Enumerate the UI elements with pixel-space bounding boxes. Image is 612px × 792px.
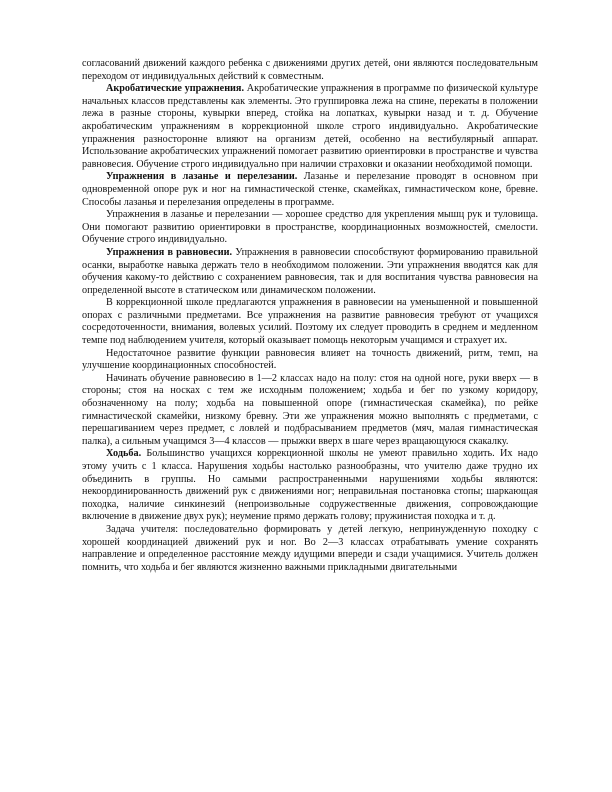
paragraph-balance-school: В коррекционной школе предлагаются упражнения в равновесии на уменьшенной и повышенной опорах с различными предметами. Все упражнения на развитие равновесия требуют от учащихся сосредоточенности, внимания, волевых усилий. Поэтому их следует проводить в среднем и медленном темпе под наблюдением учителя, который оказывает помощь некоторым учащимся и страхует их. xyxy=(82,297,538,347)
paragraph-acrobatics: Акробатические упражнения. Акробатические упражнения в программе по физической культуре начальных классов представлены как элементы. Это группировка лежа на спине, перекаты в положении лежа в разные стороны, кувырки вперед, стойка на лопатках, кувырки назад и т. д. Обучение акробатическим упражнениям в коррекционной школе строго индивидуально. Акробатические упражнения разносторонне влияют на организм детей, особенно на вестибулярный аппарат. Использование акробатических упражнений помогает развитию ориентировки в пространстве и чувства равновесия. Обучение строго индивидуально при наличии страховки и оказании необходимой помощи. xyxy=(82,83,538,170)
heading-acrobatics: Акробатические упражнения. xyxy=(106,83,244,95)
heading-walking: Ходьба. xyxy=(106,448,142,460)
paragraph-climbing: Упражнения в лазанье и перелезании. Лазанье и перелезание проводят в основном при одновременной опоре рук и ног на гимнастической стенке, скамейках, гимнастическом коне, бревне. Способы лазанья и перелезания определены в программе. xyxy=(82,171,539,208)
paragraph-balance-deficit: Недостаточное развитие функции равновесия влияет на точность движений, ритм, темп, на улучшение координационных способностей. xyxy=(82,347,538,372)
paragraph-balance: Упражнения в равновесии. Упражнения в равновесии способствуют формированию правильной осанки, выработке навыка держать тело в необходимом положении. Эти упражнения вводятся как для обучения какому-то действию с сохранением равновесия, так и для воспитания чувства равновесия на определенной высоте в статическом или динамическом положении. xyxy=(82,246,538,296)
heading-balance: Упражнения в равновесии. xyxy=(106,246,233,258)
heading-climbing: Упражнения в лазанье и перелезании. xyxy=(106,171,298,183)
paragraph-intro-continuation: согласований движений каждого ребенка с движениями других детей, они являются последовательным переходом от индивидуальных действий к совместным. xyxy=(82,58,538,82)
paragraph-climbing-benefits: Упражнения в лазанье и перелезании — хорошее средство для укрепления мышц рук и туловища. Они помогают развитию ориентировки в пространстве, координационных возможностей, смелости. Обучение строго индивидуально. xyxy=(82,209,538,246)
paragraph-balance-training: Начинать обучение равновесию в 1—2 классах надо на полу: стоя на одной ноге, руки вверх — в стороны; стоя на носках с тем же исходным положением; ходьба и бег по узкому коридору, обозначенному на полу; ходьба на повышенной опоре (гимнастическая скамейка), по рейке гимнастической скамейки, низкому бревну. Эти же упражнения можно выполнять с предметами, с перешагиванием через предмет, с ловлей и подбрасыванием предметов (мяч, малая гимнастическая палка), а сильным учащимся 3—4 классов — прыжки вверх в шаге через вращающуюся скакалку. xyxy=(82,372,538,447)
paragraph-walking: Ходьба. Большинство учащихся коррекционной школы не умеют правильно ходить. Их надо этому учить с 1 класса. Нарушения ходьбы настолько разнообразны, что учителю даже трудно их объединить в группы. Но самыми распространенными нарушениями ходьбы являются: некоординированность движений рук с движениями ног; неправильная постановка стопы; шаркающая походка, наличие синкинезий (непроизвольные содружественные движения, сопровождающие включение в движение двух рук); неумение прямо держать голову; пружинистая походка и т. д. xyxy=(82,448,538,523)
document-page xyxy=(82,58,538,574)
paragraph-teacher-task: Задача учителя: последовательно формировать у детей легкую, непринужденную походку с хорошей координацией движений рук и ног. Во 2—3 классах отрабатывать умение сохранять направление и определенное расстояние между идущими впереди и сзади учащимися. Учитель должен помнить, что ходьба и бег являются жизненно важными прикладными двигательными xyxy=(82,523,538,573)
